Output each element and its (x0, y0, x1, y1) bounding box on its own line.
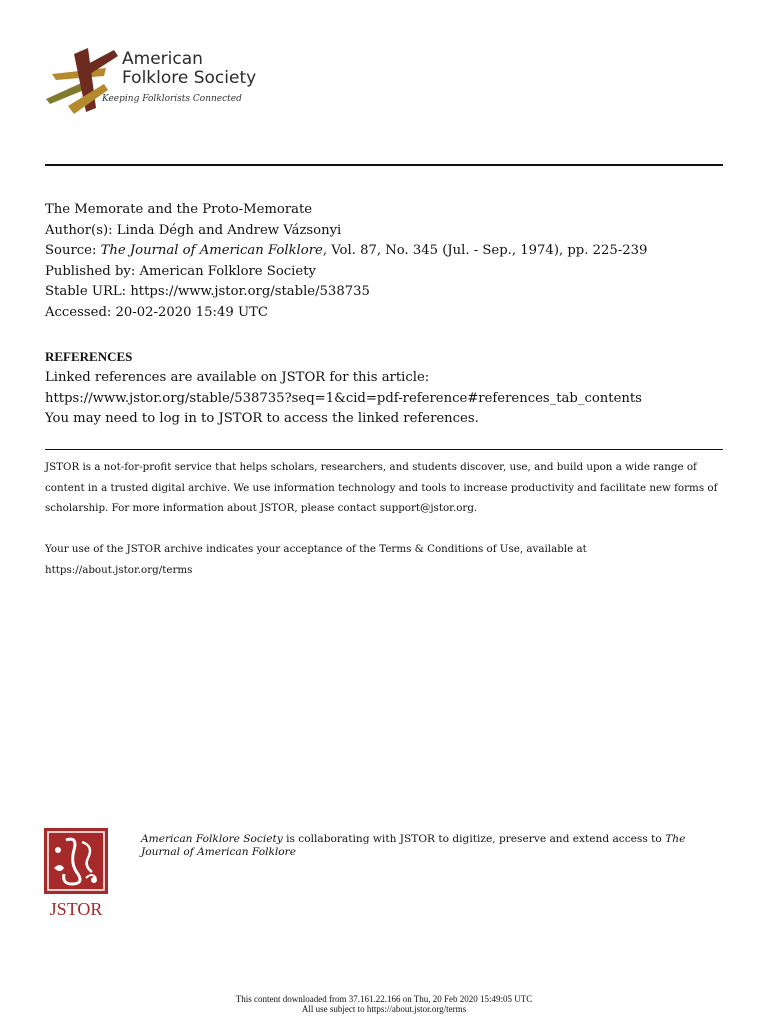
article-publisher: Published by: American Folklore Society (45, 263, 316, 279)
collaboration-statement: American Folklore Society is collaborating with JSTOR to digitize, preserve and extend access to The Journal of American Folklore (141, 833, 686, 858)
afs-logo (44, 44, 284, 120)
notice-paragraph-2: Your use of the JSTOR archive indicates your acceptance of the Terms & Conditions of Use, available at https://about.jstor.org/terms (45, 543, 587, 576)
notice-paragraph-1: JSTOR is a not-for-profit service that helps scholars, researchers, and students discover, use, and build upon a wide range of content in a trusted digital archive. We use information technology and tools to increase productivity and facilitate new forms of scholarship. For more information about JSTOR, please contact support@jstor.org. (45, 461, 718, 514)
jstor-logo (44, 828, 108, 922)
afs-logo-name (122, 50, 256, 88)
footer-line-1: This content downloaded from 37.161.22.166 on Thu, 20 Feb 2020 15:49:05 UTC (235, 994, 533, 1004)
footer-line-2: All use subject to https://about.jstor.org/terms (301, 1004, 467, 1014)
middle-divider (45, 449, 723, 450)
references-login-note: You may need to log in to JSTOR to access the linked references. (45, 411, 479, 426)
references-block (45, 368, 642, 430)
references-intro: Linked references are available on JSTOR for this article: (45, 370, 430, 385)
article-authors: Author(s): Linda Dégh and Andrew Vázsonyi (45, 222, 342, 238)
jstor-wordmark: JSTOR (49, 899, 103, 919)
article-accessed: Accessed: 20-02-2020 15:49 UTC (45, 304, 268, 320)
collab-journal: The Journal of American Folklore (141, 833, 686, 858)
references-link[interactable]: https://www.jstor.org/stable/538735?seq=1&cid=pdf-reference#references_tab_contents (45, 390, 642, 406)
jstor-notice (45, 457, 725, 601)
source-journal: The Journal of American Folklore (100, 243, 323, 258)
top-divider (45, 164, 723, 166)
article-title: The Memorate and the Proto-Memorate (45, 202, 313, 217)
article-stable-url: Stable URL: https://www.jstor.org/stable/538735 (45, 284, 370, 299)
download-footer (0, 994, 768, 1014)
references-heading: REFERENCES (45, 349, 133, 364)
article-source: Source: The Journal of American Folklore, Vol. 87, No. 345 (Jul. - Sep., 1974), pp. 225-239 (45, 243, 648, 258)
stable-url-link[interactable]: https://www.jstor.org/stable/538735 (130, 284, 370, 299)
afs-logo-mark-icon (44, 44, 124, 120)
collab-society: American Folklore Society (141, 833, 283, 845)
article-metadata (45, 200, 647, 323)
jstor-seal-icon (44, 828, 108, 894)
afs-logo-name-line2: Folklore Society (122, 68, 257, 88)
afs-logo-name-line1: American (122, 49, 203, 69)
afs-logo-tagline: Keeping Folklorists Connected (102, 94, 242, 104)
